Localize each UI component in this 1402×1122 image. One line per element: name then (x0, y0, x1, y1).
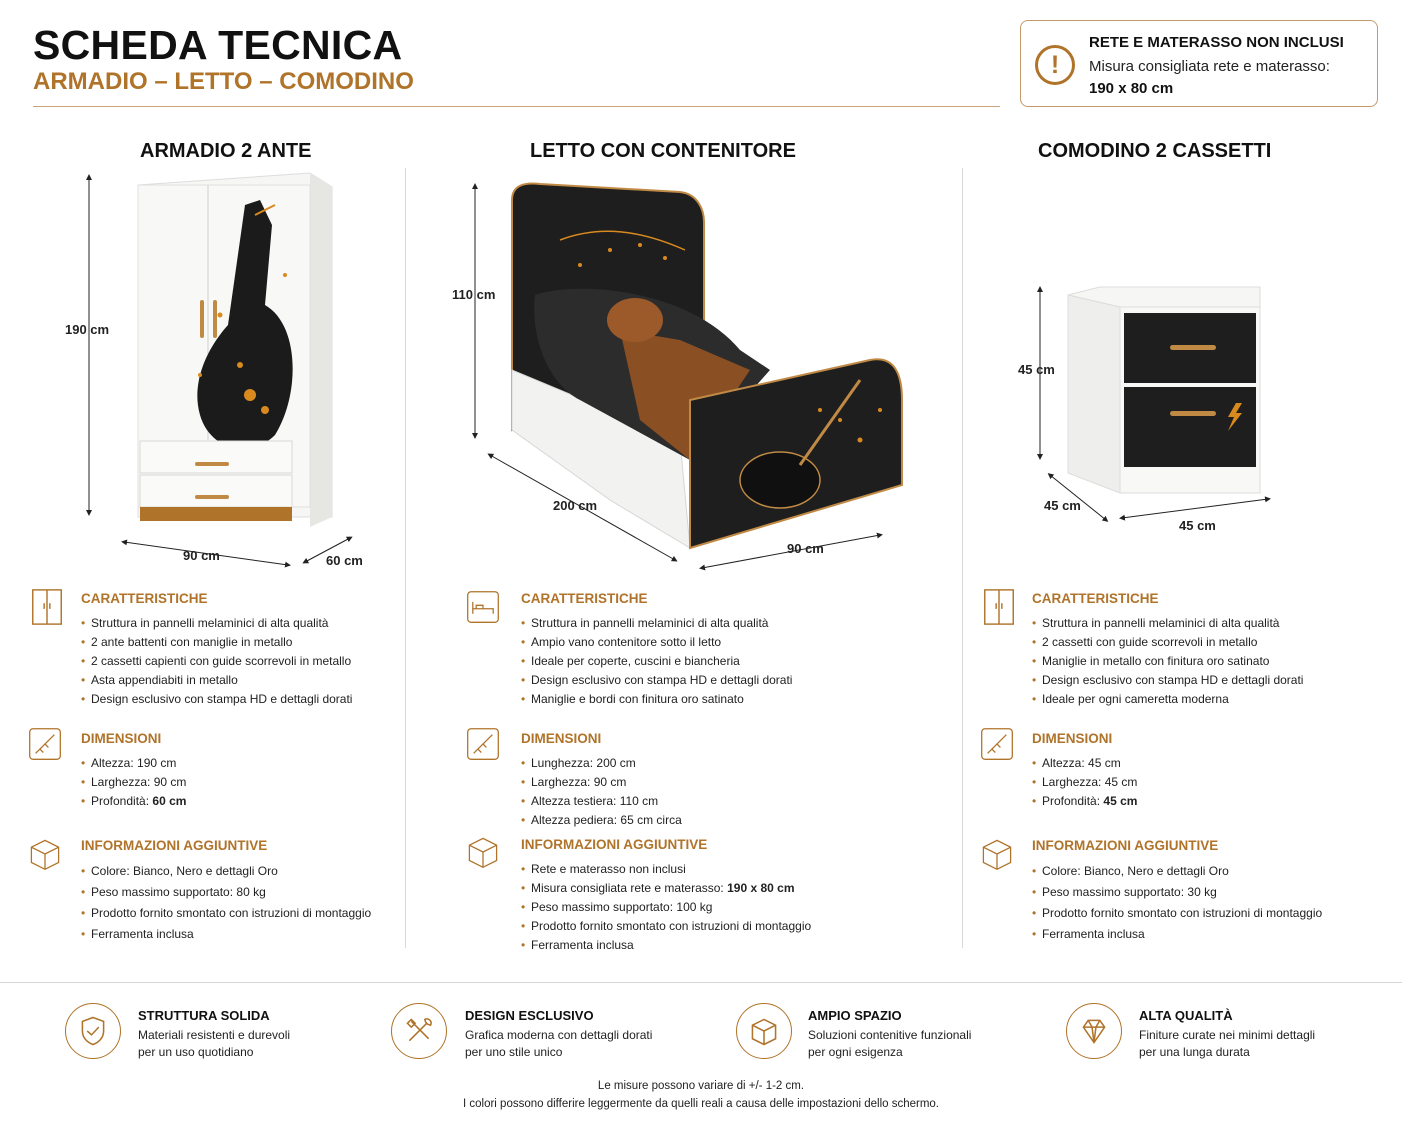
dimension-depth-label: 60 cm (326, 553, 363, 568)
dimensions-list (521, 754, 682, 830)
list-item: • 2 cassetti capienti con guide scorrevoli in metallo (81, 652, 352, 671)
dimension-item: • Lunghezza: 200 cm (521, 754, 682, 773)
dimension-item: • Altezza: 45 cm (1032, 754, 1137, 773)
page-subtitle: ARMADIO – LETTO – COMODINO (33, 68, 414, 95)
list-item: • Prodotto fornito smontato con istruzioni di montaggio (81, 903, 371, 924)
feature-title: ALTA QUALITÀ (1139, 1008, 1233, 1023)
list-item: • Ampio vano contenitore sotto il letto (521, 633, 792, 652)
wardrobe-icon (30, 588, 64, 626)
list-item: • Ideale per ogni cameretta moderna (1032, 690, 1303, 709)
dimension-length-label: 200 cm (553, 498, 598, 513)
column-divider (405, 168, 406, 948)
nightstand-illustration (1010, 275, 1300, 530)
list-item: • Rete e materasso non inclusi (521, 860, 811, 879)
measure-icon (980, 725, 1014, 763)
page-title: SCHEDA TECNICA (33, 22, 403, 68)
list-item: • Colore: Bianco, Nero e dettagli Oro (1032, 861, 1322, 882)
dimension-depth-label: 45 cm (1044, 498, 1081, 513)
dimension-item: • Altezza testiera: 110 cm (521, 792, 682, 811)
measure-icon (466, 725, 500, 763)
disclaimer-line: Le misure possono variare di +/- 1-2 cm. (597, 1080, 805, 1092)
list-item: • Prodotto fornito smontato con istruzioni di montaggio (1032, 903, 1322, 924)
list-item: • Maniglie in metallo con finitura oro satinato (1032, 652, 1303, 671)
dimension-item: • Profondità: 60 cm (81, 792, 186, 811)
list-item: • Peso massimo supportato: 30 kg (1032, 882, 1322, 903)
list-item: • Ferramenta inclusa (81, 924, 371, 945)
box-icon (736, 1003, 792, 1059)
dimension-item: • Larghezza: 90 cm (81, 773, 186, 792)
list-item: • Maniglie e bordi con finitura oro satinato (521, 690, 792, 709)
notice-title: RETE E MATERASSO NON INCLUSI (1089, 34, 1344, 51)
dimension-item: • Altezza: 190 cm (81, 754, 186, 773)
list-item: • Struttura in pannelli melaminici di alta qualità (1032, 614, 1303, 633)
list-item: • Design esclusivo con stampa HD e dettagli dorati (521, 671, 792, 690)
disclaimer (0, 1077, 1402, 1113)
disclaimer-line: I colori possono differire leggermente da quelli reali a causa delle impostazioni dello schermo. (462, 1098, 940, 1110)
section-title-caratteristiche: CARATTERISTICHE (1032, 591, 1159, 606)
product-title-armadio: ARMADIO 2 ANTE (140, 140, 312, 162)
dimension-height-label: 110 cm (452, 287, 496, 302)
dimension-width-label: 90 cm (787, 541, 824, 556)
bed-illustration (440, 170, 920, 580)
feature-text: Grafica moderna con dettagli dorati per uno stile unico (465, 1028, 653, 1059)
feature-text: Finiture curate nei minimi dettagli per una lunga durata (1139, 1028, 1316, 1059)
box-icon (980, 835, 1014, 873)
list-item: • Design esclusivo con stampa HD e dettagli dorati (81, 690, 352, 709)
feature-text: Materiali resistenti e durevoli per un uso quotidiano (138, 1028, 291, 1059)
dimension-width-label: 90 cm (183, 548, 220, 563)
section-title-caratteristiche: CARATTERISTICHE (521, 591, 648, 606)
section-title-info: INFORMAZIONI AGGIUNTIVE (81, 838, 268, 853)
list-item: • Prodotto fornito smontato con istruzioni di montaggio (521, 917, 811, 936)
features-list (81, 614, 352, 709)
dimensions-list (1032, 754, 1137, 811)
list-item: • Ferramenta inclusa (521, 936, 811, 955)
exclamation-icon: ! (1035, 45, 1075, 85)
box-icon (466, 833, 500, 871)
product-title-letto: LETTO CON CONTENITORE (530, 140, 796, 162)
list-item: • 2 ante battenti con maniglie in metallo (81, 633, 352, 652)
tools-icon (391, 1003, 447, 1059)
dimension-item: • Profondità: 45 cm (1032, 792, 1137, 811)
list-item: • Ideale per coperte, cuscini e biancheria (521, 652, 792, 671)
shield-check-icon (65, 1003, 121, 1059)
list-item: • Peso massimo supportato: 100 kg (521, 898, 811, 917)
dimension-height-label: 45 cm (1018, 362, 1055, 377)
section-title-dimensioni: DIMENSIONI (1032, 731, 1113, 746)
info-list (81, 861, 371, 945)
list-item: • 2 cassetti con guide scorrevoli in metallo (1032, 633, 1303, 652)
notice-size: 190 x 80 cm (1089, 80, 1174, 97)
measure-icon (28, 725, 62, 763)
feature-title: AMPIO SPAZIO (808, 1008, 902, 1023)
dimension-width-label: 45 cm (1179, 518, 1216, 533)
dimension-item: • Altezza pediera: 65 cm circa (521, 811, 682, 830)
box-icon (28, 835, 62, 873)
notice-box (1020, 20, 1378, 107)
section-title-dimensioni: DIMENSIONI (521, 731, 602, 746)
feature-text: Soluzioni contenitive funzionali per ogni esigenza (808, 1028, 972, 1059)
info-list (1032, 861, 1322, 945)
wardrobe-illustration (60, 165, 380, 580)
section-title-info: INFORMAZIONI AGGIUNTIVE (1032, 838, 1219, 853)
list-item: • Asta appendiabiti in metallo (81, 671, 352, 690)
dimensions-list (81, 754, 186, 811)
diamond-icon (1066, 1003, 1122, 1059)
list-item: • Struttura in pannelli melaminici di alta qualità (521, 614, 792, 633)
feature-title: DESIGN ESCLUSIVO (465, 1008, 594, 1023)
section-title-info: INFORMAZIONI AGGIUNTIVE (521, 837, 708, 852)
dimension-item: • Larghezza: 45 cm (1032, 773, 1137, 792)
list-item: • Peso massimo supportato: 80 kg (81, 882, 371, 903)
wardrobe-icon (982, 588, 1016, 626)
features-list (521, 614, 792, 709)
product-title-comodino: COMODINO 2 CASSETTI (1038, 140, 1272, 162)
dimension-height-label: 190 cm (65, 322, 110, 337)
notice-text: Misura consigliata rete e materasso: (1089, 58, 1330, 75)
list-item: • Design esclusivo con stampa HD e dettagli dorati (1032, 671, 1303, 690)
section-title-caratteristiche: CARATTERISTICHE (81, 591, 208, 606)
footer-divider (0, 982, 1402, 983)
column-divider (962, 168, 963, 948)
bed-icon (466, 588, 500, 626)
info-list (521, 860, 811, 955)
list-item: • Ferramenta inclusa (1032, 924, 1322, 945)
list-item: • Struttura in pannelli melaminici di alta qualità (81, 614, 352, 633)
dimension-item: • Larghezza: 90 cm (521, 773, 682, 792)
features-list (1032, 614, 1303, 709)
feature-title: STRUTTURA SOLIDA (138, 1008, 270, 1023)
list-item: • Misura consigliata rete e materasso: 190 x 80 cm (521, 879, 811, 898)
list-item: • Colore: Bianco, Nero e dettagli Oro (81, 861, 371, 882)
header-divider (33, 106, 1000, 107)
section-title-dimensioni: DIMENSIONI (81, 731, 162, 746)
